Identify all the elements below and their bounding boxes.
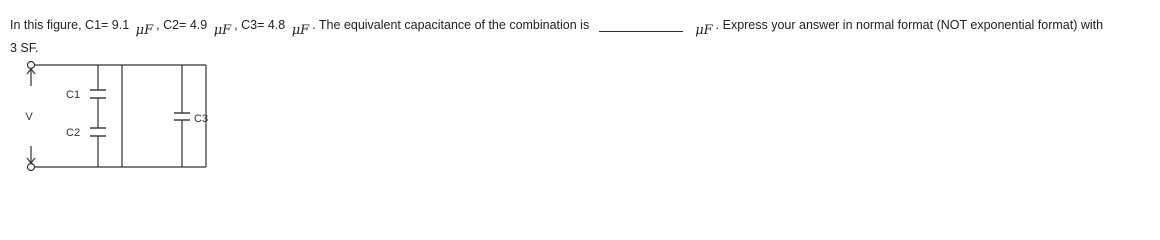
- unit-c2: μF: [213, 23, 232, 38]
- question-text: [10, 13, 1155, 38]
- significant-figures-note: 3 SF.: [10, 41, 39, 55]
- answer-input[interactable]: [599, 19, 683, 32]
- unit-c1: μF: [135, 23, 154, 38]
- question-intro: In this figure, C1= 9.1: [10, 18, 130, 32]
- circuit-diagram: [0, 58, 240, 176]
- voltage-label: V: [25, 111, 33, 123]
- c3-label: C3: [194, 113, 209, 125]
- circuit-wires: [28, 62, 207, 171]
- question-c2: , C2= 4.9: [156, 18, 208, 32]
- unit-answer: μF: [695, 23, 713, 38]
- question-prompt: . The equivalent capacitance of the combination is: [312, 18, 590, 32]
- question-c3: , C3= 4.8: [234, 18, 286, 32]
- capacitor-plates: [90, 90, 190, 136]
- question-instructions: . Express your answer in normal format (NOT exponential format) with: [715, 18, 1104, 32]
- c2-label: C2: [66, 127, 81, 139]
- c1-label: C1: [66, 89, 81, 101]
- top-terminal: [28, 62, 35, 69]
- unit-c3: μF: [291, 23, 310, 38]
- bottom-terminal: [28, 164, 35, 171]
